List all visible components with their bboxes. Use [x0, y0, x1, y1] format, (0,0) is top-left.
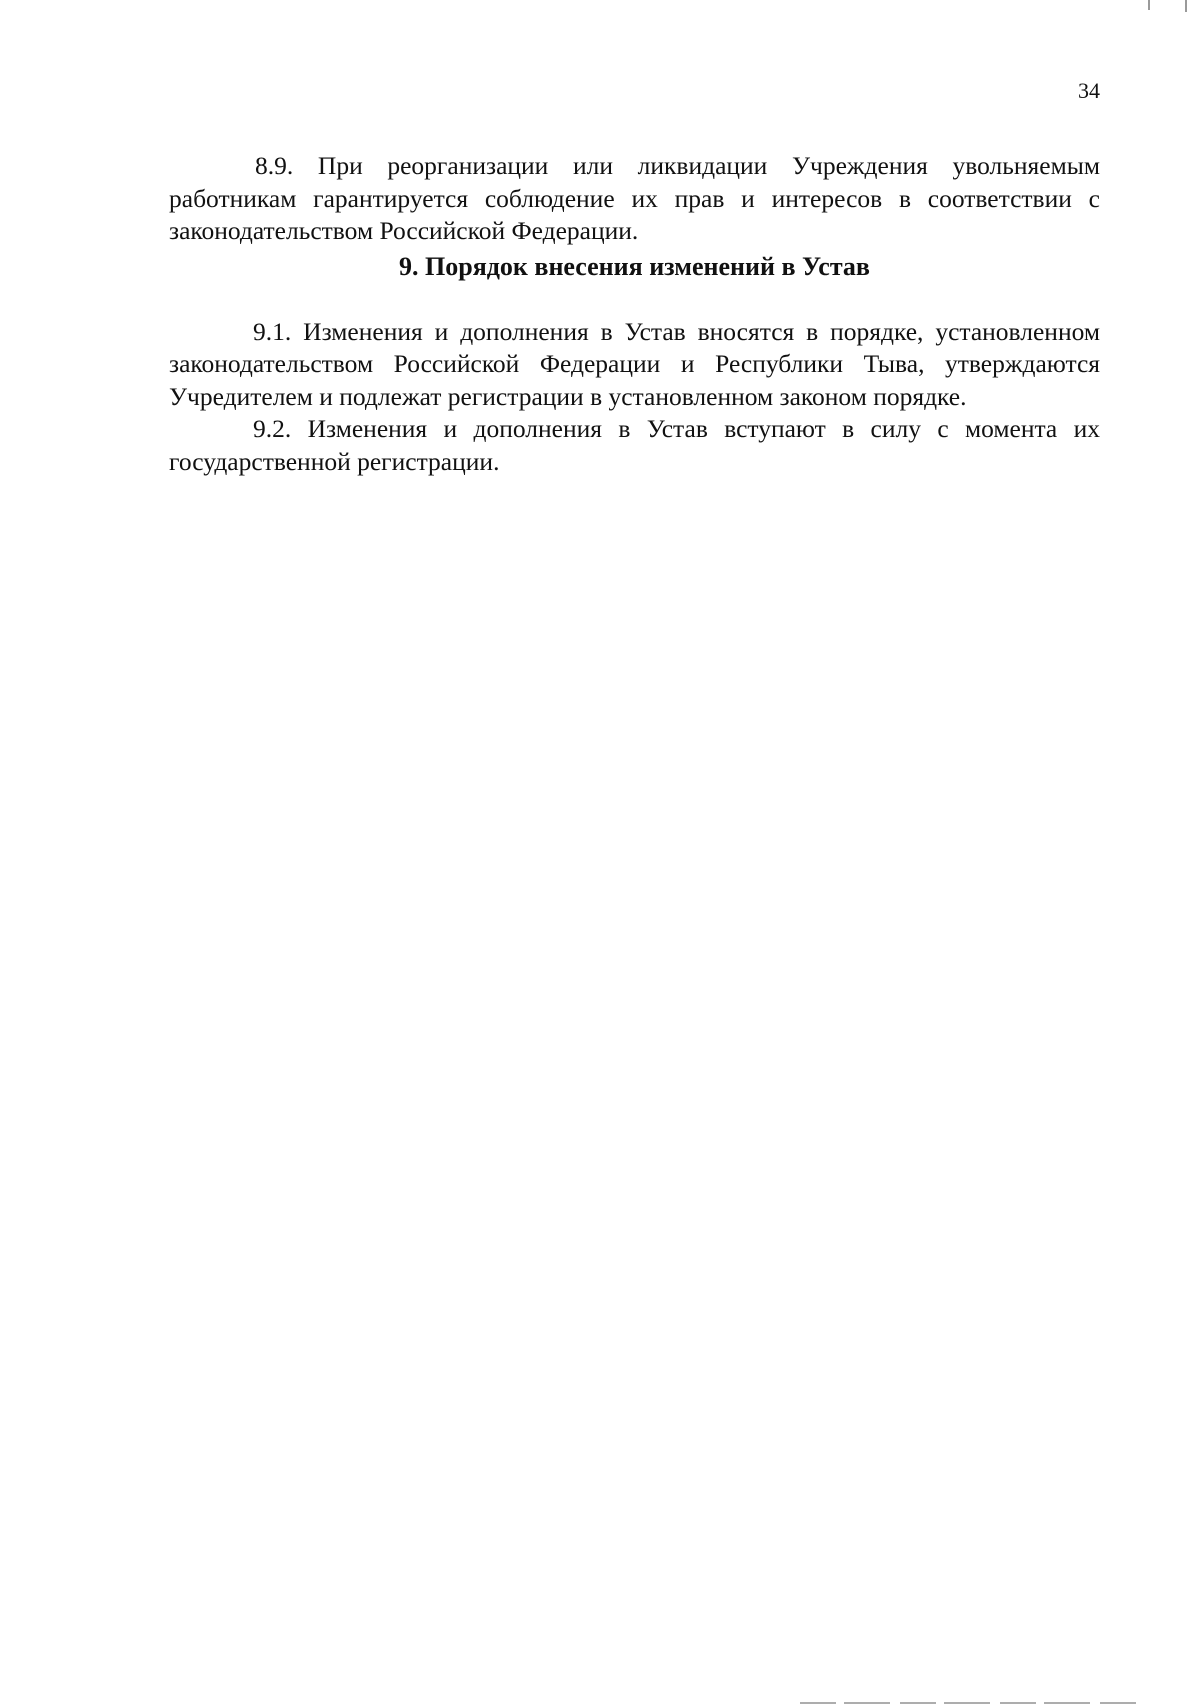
scan-edge-mark	[1148, 0, 1150, 10]
paragraph-9-1: 9.1. Изменения и дополнения в Устав вносятся в порядке, установленном законодательством Российской Федерации и Республики Тыва, утверждаются Учредителем и подлежат регистрации в установленном законом порядке.	[169, 316, 1100, 411]
paragraph-8-9: 8.9. При реорганизации или ликвидации Учреждения увольняемым работникам гарантируется соблюдение их прав и интересов в соответствии с законодательством Российской Федерации.	[169, 151, 1100, 245]
document-body	[169, 150, 1100, 478]
scan-bottom-edge	[800, 1702, 1140, 1704]
scan-edge-mark	[1185, 0, 1187, 12]
page-number: 34	[1078, 78, 1100, 103]
paragraph-9-2: 9.2. Изменения и дополнения в Устав вступают в силу с момента их государственной регистрации.	[169, 414, 1100, 476]
section-heading-9: 9. Порядок внесения изменений в Устав	[399, 251, 870, 281]
